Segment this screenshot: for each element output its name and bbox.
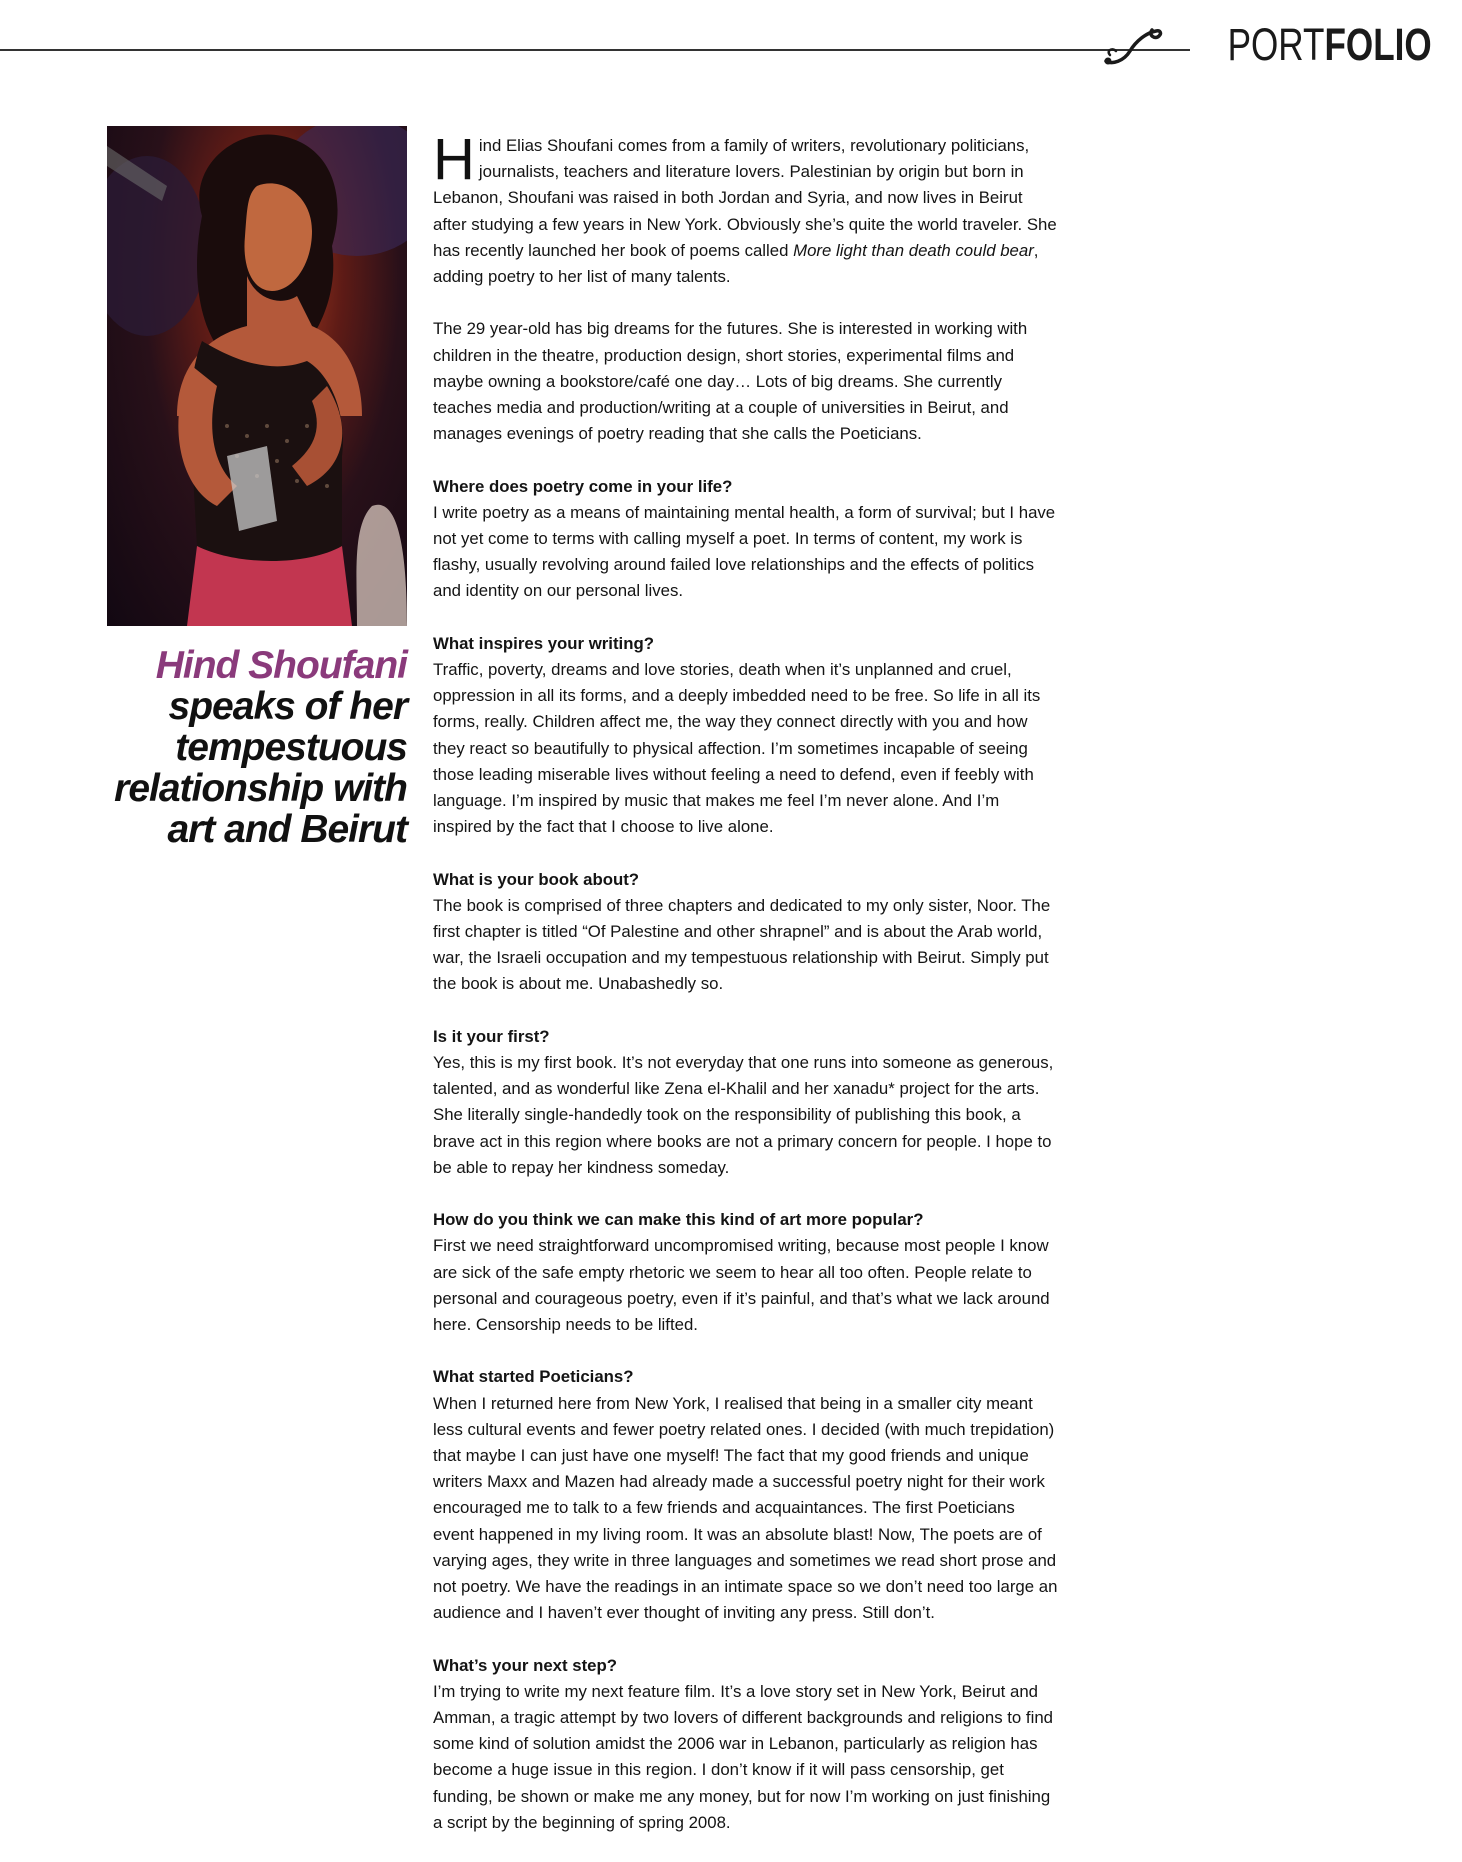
portrait-photo	[107, 126, 407, 626]
qa-item	[433, 631, 1058, 841]
qa-item	[433, 1364, 1058, 1626]
question: What inspires your writing?	[433, 633, 654, 653]
pull-quote	[100, 645, 407, 850]
qa-item	[433, 1024, 1058, 1181]
qa-item	[433, 474, 1058, 605]
qa-item	[433, 867, 1058, 998]
section-title	[1227, 18, 1432, 70]
pull-quote-line: art and Beirut	[167, 808, 407, 851]
intro-paragraph-2: The 29 year-old has big dreams for the futures. She is interested in working with children in the theatre, production design, short stories, experimental films and maybe owning a bookstore/café one day… Lots of big dreams. She currently teaches media and production/writing at a couple of universities in Beirut, and manages evenings of poetry reading that she calls the Poeticians.	[433, 319, 1028, 444]
pull-quote-line: tempestuous	[175, 726, 407, 769]
article-body	[433, 127, 1058, 1862]
qa-list	[433, 474, 1058, 1836]
qa-item	[433, 1653, 1058, 1836]
question: What’s your next step?	[433, 1655, 617, 1675]
woman-with-glass-photo	[107, 126, 407, 626]
intro-text: ind Elias Shoufani comes from a family of writers, revolutionary politicians, journalists, teachers and literature lovers. Palestinian by origin but born in Lebanon, Shoufani was raised in both Jordan and Syria, and now lives in Beirut after studying a few years in New York. Obviously she’s quite the world traveler. She has recently launched her book of poems called	[433, 136, 1057, 260]
drop-cap: H	[433, 127, 475, 192]
answer: First we need straightforward uncompromised writing, because most people I know are sick of the safe empty rhetoric we seem to hear all too often. People relate to personal and courageous poetry, even if it’s painful, and that’s what we lack around here. Censorship needs to be lifted.	[433, 1236, 1050, 1335]
answer: I write poetry as a means of maintaining mental health, a form of survival; but I have not yet come to terms with calling myself a poet. In terms of content, my work is flashy, usually revolving around failed love relationships and the effects of politics and identity on our personal lives.	[433, 502, 1056, 601]
pull-quote-line: speaks of her	[168, 685, 407, 728]
section-title-light: PORT	[1227, 18, 1325, 70]
answer: Traffic, poverty, dreams and love stories, death when it’s unplanned and cruel, oppression in all its forms, and a deeply imbedded need to be free. So life in all its forms, really. Children affect me, the way they connect directly with you and how they react so beautifully to physical affection. I’m sometimes incapable of seeing those leading miserable lives without feeling a need to defend, even if feebly with language. I’m inspired by music that makes me feel I’m never alone. And I’m inspired by the fact that I choose to live alone.	[433, 660, 1041, 837]
question: Where does poetry come in your life?	[433, 476, 733, 496]
question: Is it your first?	[433, 1026, 550, 1046]
book-title: More light than death could bear	[793, 240, 1034, 260]
pull-quote-name: Hind Shoufani	[155, 644, 407, 687]
section-masthead	[1102, 14, 1432, 74]
question: What started Poeticians?	[433, 1367, 634, 1387]
pull-quote-line: relationship with	[114, 767, 407, 810]
answer: When I returned here from New York, I realised that being in a smaller city meant less cultural events and fewer poetry related ones. I decided (with much trepidation) that maybe I can just have one myself! The fact that my good friends and unique writers Maxx and Mazen had already made a successful poetry night for their work encouraged me to talk to a few friends and acquaintances. The first Poeticians event happened in my living room. It was an absolute blast! Now, The poets are of varying ages, they write in three languages and sometimes we read short prose and not poetry. We have the readings in an intimate space so we don’t need too large an audience and I haven’t ever thought of inviting any press. Still don’t.	[433, 1393, 1058, 1623]
header-rule	[0, 49, 1190, 51]
qa-item	[433, 1207, 1058, 1338]
answer: The book is comprised of three chapters and dedicated to my only sister, Noor. The first chapter is titled “Of Palestine and other shrapnel” and is about the Arab world, war, the Israeli occupation and my tempestuous relationship with Beirut. Simply put the book is about me. Unabashedly so.	[433, 895, 1051, 994]
question: What is your book about?	[433, 869, 640, 889]
intro-paragraph	[433, 127, 1058, 290]
answer: I’m trying to write my next feature film. It’s a love story set in New York, Beirut and Amman, a tragic attempt by two lovers of different backgrounds and religions to find some kind of solution amidst the 2006 war in Lebanon, particularly as religion has become a huge issue in this region. I don’t know if it will pass censorship, get funding, be shown or make me any money, but for now I’m working on just finishing a script by the beginning of spring 2008.	[433, 1681, 1053, 1832]
answer: Yes, this is my first book. It’s not everyday that one runs into someone as generous, talented, and as wonderful like Zena el-Khalil and her xanadu* project for the arts. She literally single-handedly took on the responsibility of publishing this book, a brave act in this region where books are not a primary concern for people. I hope to be able to repay her kindness someday.	[433, 1053, 1054, 1177]
section-title-bold: FOLIO	[1324, 18, 1432, 70]
intro-text-end: , adding poetry to her list of many talents.	[433, 240, 1039, 287]
swirl-ornament-icon	[1102, 21, 1164, 67]
question: How do you think we can make this kind of art more popular?	[433, 1210, 924, 1230]
